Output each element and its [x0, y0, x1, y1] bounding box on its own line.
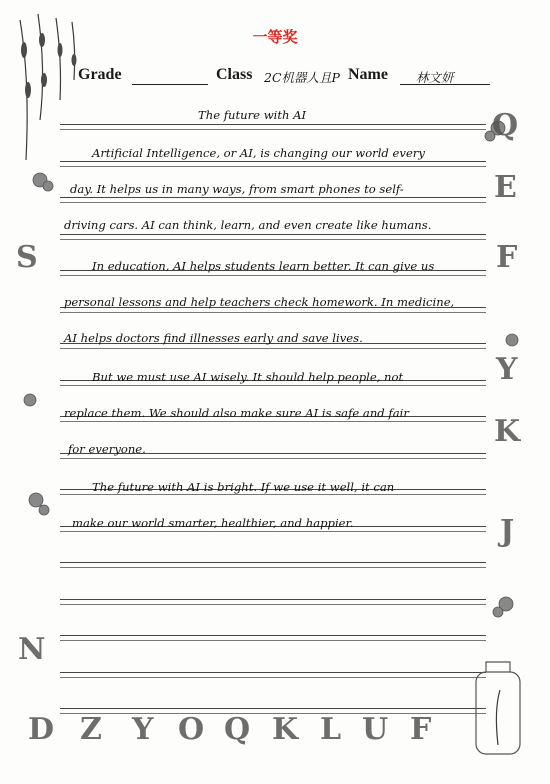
border-letter-j: J [500, 514, 515, 549]
border-letter-k: K [494, 414, 521, 449]
essay-line-7: But we must use AI wisely. It should help people, not [92, 370, 404, 384]
award-title: 一等奖 [252, 28, 298, 46]
border-letter-u: U [362, 712, 389, 747]
border-letter-s: S [16, 240, 38, 275]
border-letter-o: O [178, 712, 205, 747]
grade-label: Grade [78, 66, 122, 83]
essay-line-4: In education, AI helps students learn better. It can give us [92, 259, 435, 273]
border-letter-q: Q [492, 108, 519, 143]
essay-line-10: The future with AI is bright. If we use it well, it can [92, 480, 395, 494]
name-label: Name [348, 66, 388, 83]
border-letter-f2: F [410, 712, 432, 747]
border-letter-f: F [496, 240, 518, 275]
essay-line-8: replace them. We should also make sure AI is safe and fair [64, 406, 409, 420]
border-letters-bottom [28, 712, 458, 772]
class-label: Class [216, 66, 253, 83]
essay-line-6: AI helps doctors find illnesses early and save lives. [64, 331, 363, 345]
class-value: 2C机器人且P [264, 70, 340, 85]
flower-sprigs [24, 121, 521, 617]
border-letter-y: Y [496, 352, 518, 387]
essay-title: The future with AI [198, 108, 307, 122]
border-letter-k2: K [272, 712, 299, 747]
border-letter-e: E [494, 170, 517, 205]
name-value: 林文妍 [416, 70, 454, 85]
border-letter-l: L [320, 712, 342, 747]
border-letter-q2: Q [224, 712, 251, 747]
jar-illustration [476, 662, 520, 754]
essay-line-3: driving cars. AI can think, learn, and even create like humans. [64, 218, 432, 232]
border-letter-z: Z [80, 712, 102, 747]
border-letter-d: D [28, 712, 55, 747]
essay-line-1: Artificial Intelligence, or AI, is changing our world every [92, 146, 425, 160]
willow-leaves [21, 33, 77, 98]
border-letter-n: N [18, 632, 46, 667]
essay-line-9: for everyone. [68, 442, 146, 456]
border-letter-y2: Y [132, 712, 154, 747]
essay-line-11: make our world smarter, healthier, and happier. [72, 516, 354, 530]
essay-line-2: day. It helps us in many ways, from smart phones to self- [70, 182, 404, 196]
essay-line-5: personal lessons and help teachers check homework. In medicine, [64, 295, 455, 309]
